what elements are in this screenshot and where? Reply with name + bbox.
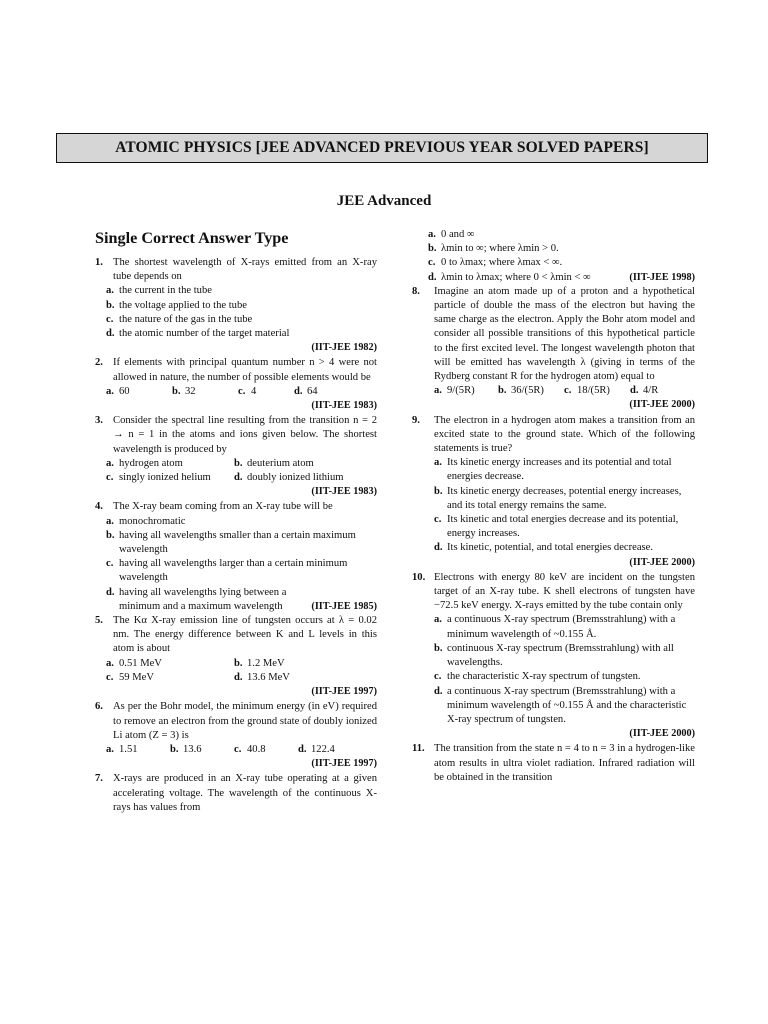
option bbox=[434, 685, 695, 728]
option-text: 1.2 MeV bbox=[247, 657, 285, 669]
option bbox=[106, 299, 377, 313]
question-text: Imagine an atom made up of a proton and a hypothetical particle of double the mass of the electron but having the same charge as the electron. Apply the Bohr atom model and consider all possible transitions of this hypothetical particle to the first excited level. The longest wavelength photon that will be emitted has wavelength λ (giving in terms of the Rydberg constant R for the hydrogen atom) equal to bbox=[434, 285, 695, 383]
question-text: Electrons with energy 80 keV are incident on the tungsten target of an X-ray tube. K shell electrons of tungsten have −72.5 keV energy. X-rays emitted by the tube contain only bbox=[434, 571, 695, 612]
question-text: As per the Bohr model, the minimum energy (in eV) required to remove an electron from the ground state of doubly ionized Li atom (Z = 3) is bbox=[113, 701, 377, 741]
question-1-options bbox=[95, 284, 377, 341]
option bbox=[238, 385, 294, 399]
left-column bbox=[95, 224, 377, 815]
question-number: 3. bbox=[95, 415, 103, 427]
option bbox=[106, 457, 234, 471]
option-letter: d. bbox=[428, 271, 437, 283]
option-letter: d. bbox=[630, 385, 639, 397]
question-text: Consider the spectral line resulting from the transition n = 2 → n = 1 in the atoms and ions given below. The shortest wavelength is produced by bbox=[113, 415, 377, 455]
option bbox=[234, 471, 374, 485]
option-letter: c. bbox=[434, 671, 442, 683]
option-text: 4/R bbox=[643, 385, 659, 397]
question-1 bbox=[95, 256, 377, 284]
question-4 bbox=[95, 500, 377, 514]
option bbox=[234, 457, 374, 471]
option bbox=[434, 642, 695, 670]
option-text: Its kinetic energy decreases, potential energy increases, and its total energy remains the same. bbox=[447, 485, 682, 511]
question-number: 8. bbox=[412, 285, 420, 297]
option-letter: a. bbox=[428, 229, 436, 240]
question-number: 9. bbox=[412, 414, 420, 426]
option bbox=[564, 384, 630, 398]
option-text: having all wavelengths larger than a certain minimum wavelength bbox=[119, 558, 348, 584]
option-letter: b. bbox=[172, 385, 181, 397]
question-number: 1. bbox=[95, 257, 103, 268]
option-letter: c. bbox=[434, 514, 442, 526]
option bbox=[234, 671, 374, 685]
question-9-options bbox=[412, 456, 695, 555]
option bbox=[434, 485, 695, 513]
option-letter: c. bbox=[106, 558, 114, 570]
question-11 bbox=[412, 742, 695, 785]
question-text: The shortest wavelength of X-rays emitted from an X-ray tube depends on bbox=[113, 257, 377, 283]
option-letter: b. bbox=[234, 457, 243, 469]
option-text: continuous X-ray spectrum (Bremsstrahlung) with all wavelengths. bbox=[447, 642, 674, 669]
option-letter: b. bbox=[106, 529, 115, 541]
question-2-options bbox=[95, 385, 377, 399]
option bbox=[434, 613, 695, 641]
question-6-options bbox=[95, 743, 377, 757]
option-text: 59 MeV bbox=[119, 671, 155, 683]
option-letter: d. bbox=[106, 328, 115, 340]
option-text: singly ionized helium bbox=[119, 472, 211, 484]
option-text: Its kinetic energy increases and its potential and total energies decrease. bbox=[447, 457, 672, 483]
option-letter: c. bbox=[106, 313, 114, 325]
option-text: the voltage applied to the tube bbox=[119, 299, 247, 311]
option-text: 0 and ∞ bbox=[441, 229, 475, 240]
option-letter: d. bbox=[294, 385, 303, 397]
option-text: hydrogen atom bbox=[119, 457, 183, 469]
option bbox=[428, 242, 695, 256]
question-6 bbox=[95, 700, 377, 743]
question-number: 5. bbox=[95, 615, 103, 627]
option-text: 4 bbox=[251, 385, 257, 397]
option bbox=[234, 743, 298, 757]
option-text: deuterium atom bbox=[247, 457, 314, 469]
option-letter: a. bbox=[434, 457, 442, 469]
option bbox=[434, 456, 695, 484]
option bbox=[106, 327, 377, 341]
option bbox=[106, 743, 170, 757]
question-3-options bbox=[95, 457, 377, 485]
question-number: 10. bbox=[412, 571, 426, 583]
option bbox=[106, 657, 234, 671]
question-number: 4. bbox=[95, 501, 103, 513]
option-letter: d. bbox=[106, 586, 115, 598]
question-text: The electron in a hydrogen atom makes a transition from an excited state to the ground state. Which of the following statements is true? bbox=[434, 414, 695, 455]
option-letter: d. bbox=[234, 472, 243, 484]
question-number: 6. bbox=[95, 701, 103, 713]
option bbox=[428, 256, 695, 270]
question-7-options bbox=[412, 228, 695, 285]
option-letter: b. bbox=[428, 243, 437, 255]
option-text: the atomic number of the target material bbox=[119, 328, 290, 340]
option bbox=[294, 385, 360, 399]
option-text: 1.51 bbox=[119, 743, 138, 755]
option-text: 122.4 bbox=[311, 743, 335, 755]
page-banner: ATOMIC PHYSICS [JEE ADVANCED PREVIOUS YEAR SOLVED PAPERS] bbox=[56, 133, 708, 163]
section-title: Single Correct Answer Type bbox=[95, 229, 289, 247]
option bbox=[434, 541, 695, 555]
exam-reference: (IIT-JEE 1997) bbox=[311, 758, 377, 770]
option bbox=[106, 385, 172, 399]
exam-reference: (IIT-JEE 2000) bbox=[629, 728, 695, 740]
option-text: 9/(5R) bbox=[447, 385, 475, 397]
question-number: 11. bbox=[412, 743, 425, 755]
option-letter: b. bbox=[234, 657, 243, 669]
option-text: doubly ionized lithium bbox=[247, 472, 344, 484]
option-letter: b. bbox=[498, 385, 507, 397]
option bbox=[172, 385, 238, 399]
option bbox=[630, 384, 680, 398]
option-text: the characteristic X-ray spectrum of tungsten. bbox=[447, 671, 641, 683]
option-text: λmin to λmax; where 0 < λmin < ∞ bbox=[441, 271, 591, 283]
option-text: Its kinetic, potential, and total energies decrease. bbox=[447, 542, 654, 554]
exam-reference: (IIT-JEE 1982) bbox=[311, 342, 377, 354]
question-9 bbox=[412, 414, 695, 457]
option bbox=[498, 384, 564, 398]
option-letter: a. bbox=[106, 657, 114, 669]
option-letter: b. bbox=[170, 743, 179, 755]
option-letter: c. bbox=[238, 385, 246, 397]
option-letter: c. bbox=[106, 472, 114, 484]
option-letter: a. bbox=[106, 515, 114, 527]
option-text: monochromatic bbox=[119, 515, 186, 527]
option-letter: c. bbox=[428, 257, 436, 269]
exam-reference: (IIT-JEE 1997) bbox=[311, 686, 377, 698]
option bbox=[234, 657, 374, 671]
option-text: the current in the tube bbox=[119, 285, 212, 297]
question-7 bbox=[95, 772, 377, 815]
option-letter: d. bbox=[434, 542, 443, 554]
option bbox=[106, 557, 377, 585]
option bbox=[434, 670, 695, 684]
option-text: 36/(5R) bbox=[511, 385, 544, 397]
option-text: a continuous X-ray spectrum (Bremsstrahlung) with a minimum wavelength of ~0.155 Å. bbox=[447, 614, 676, 640]
option-letter: a. bbox=[434, 385, 442, 397]
option-text: the nature of the gas in the tube bbox=[119, 313, 253, 325]
exam-reference: (IIT-JEE 2000) bbox=[629, 399, 695, 411]
option-text: 32 bbox=[185, 385, 196, 397]
option-text: 13.6 bbox=[183, 743, 202, 755]
option bbox=[170, 743, 234, 757]
question-10-options bbox=[412, 613, 695, 727]
option bbox=[428, 228, 695, 242]
option bbox=[106, 529, 377, 557]
option-text: having all wavelengths lying between a minimum and a maximum wavelength bbox=[119, 586, 287, 612]
option-text: having all wavelengths smaller than a certain maximum wavelength bbox=[119, 529, 356, 556]
option-text: a continuous X-ray spectrum (Bremsstrahlung) with a minimum wavelength of ~0.155 Å and the characteristic X-ray spectrum of tungsten. bbox=[447, 685, 687, 725]
option bbox=[298, 743, 368, 757]
question-text: The transition from the state n = 4 to n = 3 in a hydrogen-like atom results in ultra violet radiation. Infrared radiation will be obtained in the transition bbox=[434, 743, 695, 783]
option-letter: c. bbox=[234, 743, 242, 755]
page-subtitle: JEE Advanced bbox=[336, 193, 432, 209]
option-letter: b. bbox=[106, 299, 115, 311]
exam-reference: (IIT-JEE 1983) bbox=[311, 400, 377, 412]
option-text: Its kinetic and total energies decrease and its potential, energy increases. bbox=[447, 514, 679, 540]
option-letter: d. bbox=[434, 685, 443, 697]
question-4-options bbox=[95, 515, 377, 614]
question-8-options bbox=[412, 384, 695, 398]
option-letter: a. bbox=[106, 285, 114, 297]
option bbox=[434, 513, 695, 541]
question-10 bbox=[412, 571, 695, 614]
exam-reference: (IIT-JEE 1985) bbox=[311, 600, 377, 612]
option bbox=[106, 671, 234, 685]
option-letter: d. bbox=[298, 743, 307, 755]
question-number: 2. bbox=[95, 357, 103, 369]
option-text: 0 to λmax; where λmax < ∞. bbox=[441, 257, 563, 269]
option bbox=[106, 471, 234, 485]
question-8 bbox=[412, 285, 695, 384]
option bbox=[434, 384, 498, 398]
option-text: 60 bbox=[119, 385, 130, 397]
option bbox=[106, 284, 377, 298]
question-text: X-rays are produced in an X-ray tube operating at a given accelerating voltage. The wavelength of the continuous X-rays has values from bbox=[113, 773, 377, 813]
question-5 bbox=[95, 614, 377, 657]
option-letter: b. bbox=[434, 485, 443, 497]
option-letter: b. bbox=[434, 642, 443, 654]
exam-reference: (IIT-JEE 2000) bbox=[629, 556, 695, 568]
question-text: The X-ray beam coming from an X-ray tube will be bbox=[113, 501, 333, 513]
question-2 bbox=[95, 356, 377, 384]
question-5-options bbox=[95, 657, 377, 685]
option-text: 18/(5R) bbox=[577, 385, 610, 397]
right-column bbox=[412, 228, 695, 785]
option-letter: d. bbox=[234, 671, 243, 683]
option-letter: a. bbox=[106, 457, 114, 469]
option-text: 13.6 MeV bbox=[247, 671, 290, 683]
exam-reference: (IIT-JEE 1983) bbox=[311, 486, 377, 498]
option bbox=[106, 586, 377, 614]
exam-reference: (IIT-JEE 1998) bbox=[629, 271, 695, 283]
option-text: 0.51 MeV bbox=[119, 657, 162, 669]
option-letter: c. bbox=[106, 671, 114, 683]
option bbox=[106, 515, 377, 529]
question-number: 7. bbox=[95, 773, 103, 785]
option bbox=[106, 313, 377, 327]
option-letter: a. bbox=[434, 614, 442, 626]
option-letter: a. bbox=[106, 385, 114, 397]
question-text: The Kα X-ray emission line of tungsten occurs at λ = 0.02 nm. The energy difference between K and L levels in this atom is about bbox=[113, 615, 377, 655]
option-letter: c. bbox=[564, 385, 572, 397]
question-3 bbox=[95, 414, 377, 457]
option-text: λmin to ∞; where λmin > 0. bbox=[441, 243, 559, 255]
question-text: If elements with principal quantum number n > 4 were not allowed in nature, the number of possible elements would be bbox=[113, 357, 377, 383]
option-text: 40.8 bbox=[247, 743, 266, 755]
option-letter: a. bbox=[106, 743, 114, 755]
option-text: 64 bbox=[307, 385, 318, 397]
option bbox=[428, 271, 695, 285]
